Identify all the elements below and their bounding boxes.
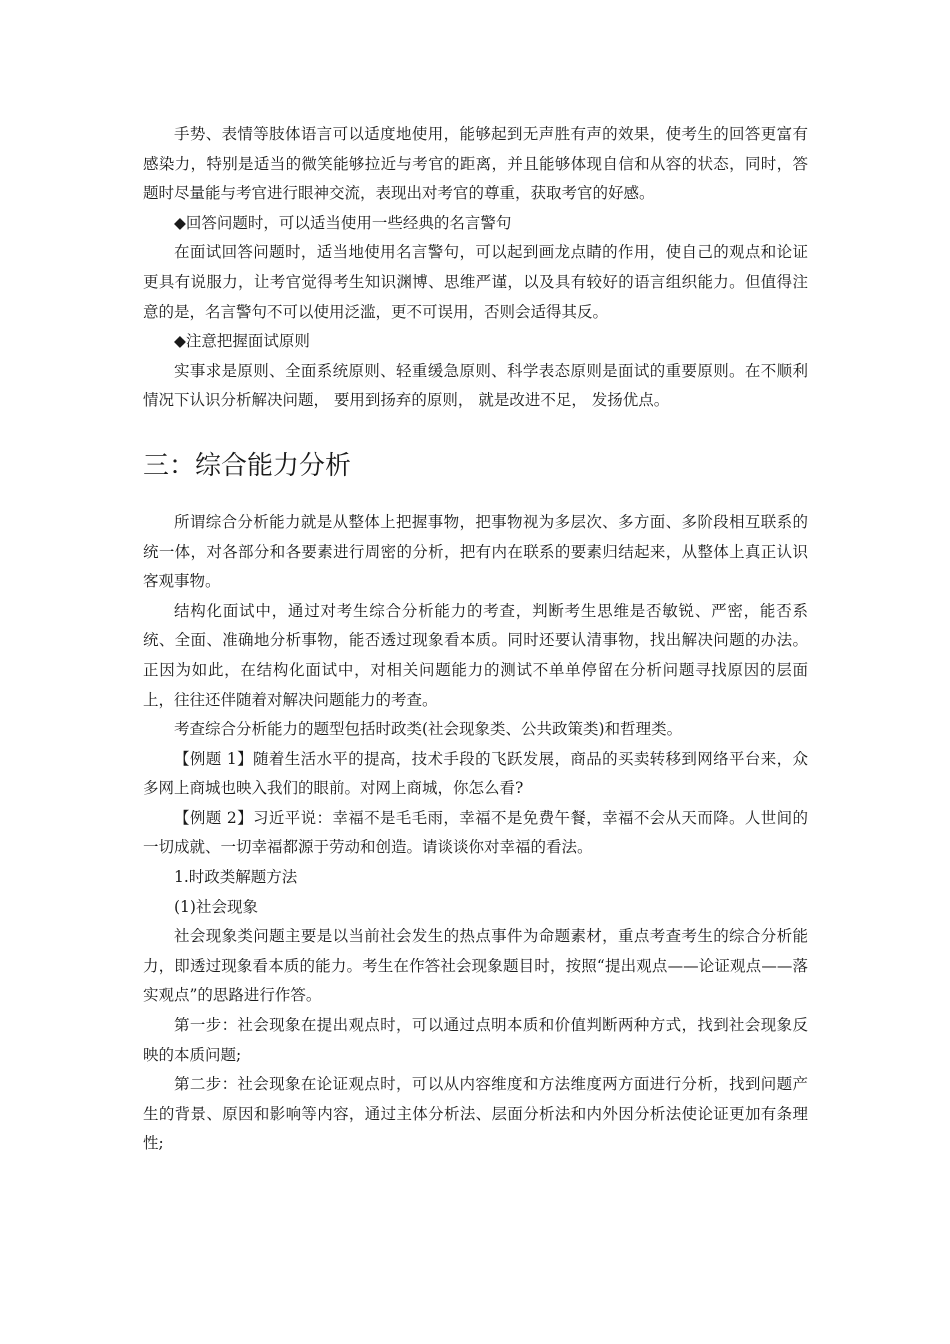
section-heading-comprehensive-analysis: 三：综合能力分析 (143, 450, 352, 481)
paragraph-step-two: 第二步：社会现象在论证观点时，可以从内容维度和方法维度两方面进行分析，找到问题产生的背景、原因和影响等内容，通过主体分析法、层面分析法和内外因分析法使论证更加有条理性; (143, 1075, 808, 1153)
paragraph-body-language: 手势、表情等肢体语言可以适度地使用，能够起到无声胜有声的效果，使考生的回答更富有感染力，特别是适当的微笑能够拉近与考官的距离，并且能够体现自信和从容的状态，同时，答题时尽量能与考官进行眼神交流，表现出对考官的尊重，获取考官的好感。 (143, 125, 808, 203)
paragraph-quotes: 在面试回答问题时，适当地使用名言警句，可以起到画龙点睛的作用，使自己的观点和论证更具有说服力，让考官觉得考生知识渊博、思维严谨，以及具有较好的语言组织能力。但值得注意的是，名言警句不可以使用泛滥，更不可误用，否则会适得其反。 (143, 243, 808, 321)
subheading-social-phenomena: (1)社会现象 (174, 897, 258, 916)
paragraph-definition: 所谓综合分析能力就是从整体上把握事物，把事物视为多层次、多方面、多阶段相互联系的统一体，对各部分和各要素进行周密的分析，把有内在联系的要素归结起来，从整体上真正认识客观事物。 (143, 512, 808, 591)
paragraph-question-types: 考查综合分析能力的题型包括时政类(社会现象类、公共政策类)和哲理类。 (174, 720, 683, 739)
paragraph-example-1: 【例题 1】随着生活水平的提高，技术手段的飞跃发展，商品的买卖转移到网络平台来，众多网上商城也映入我们的眼前。对网上商城，你怎么看? (143, 749, 808, 798)
bullet-quotes-heading: ◆回答问题时，可以适当使用一些经典的名言警句 (174, 213, 512, 232)
paragraph-principles: 实事求是原则、全面系统原则、轻重缓急原则、科学表态原则是面试的重要原则。在不顺利情况下认识分析解决问题， 要用到扬弃的原则， 就是改进不足， 发扬优点。 (143, 361, 808, 410)
paragraph-structured-interview: 结构化面试中，通过对考生综合分析能力的考查，判断考生思维是否敏锐、严密，能否系统、全面、准确地分析事物，能否透过现象看本质。同时还要认清事物，找出解决问题的办法。正因为如此，在结构化面试中，对相关问题能力的测试不单单停留在分析问题寻找原因的层面上，往往还伴随着对解决问题能力的考查。 (143, 601, 808, 709)
document-body (143, 120, 808, 1159)
bullet-principles-heading: ◆注意把握面试原则 (174, 332, 310, 351)
paragraph-step-one: 第一步：社会现象在提出观点时，可以通过点明本质和价值判断两种方式，找到社会现象反映的本质问题; (143, 1016, 808, 1064)
paragraph-social-phenomena: 社会现象类问题主要是以当前社会发生的热点事件为命题素材，重点考查考生的综合分析能力，即透过现象看本质的能力。考生在作答社会现象题目时，按照“提出观点——论证观点——落实观点”的思路进行作答。 (143, 927, 808, 1005)
subheading-current-affairs-method: 1.时政类解题方法 (174, 868, 298, 887)
paragraph-example-2: 【例题 2】习近平说：幸福不是毛毛雨，幸福不是免费午餐，幸福不会从天而降。人世间的一切成就、一切幸福都源于劳动和创造。请谈谈你对幸福的看法。 (143, 808, 808, 857)
